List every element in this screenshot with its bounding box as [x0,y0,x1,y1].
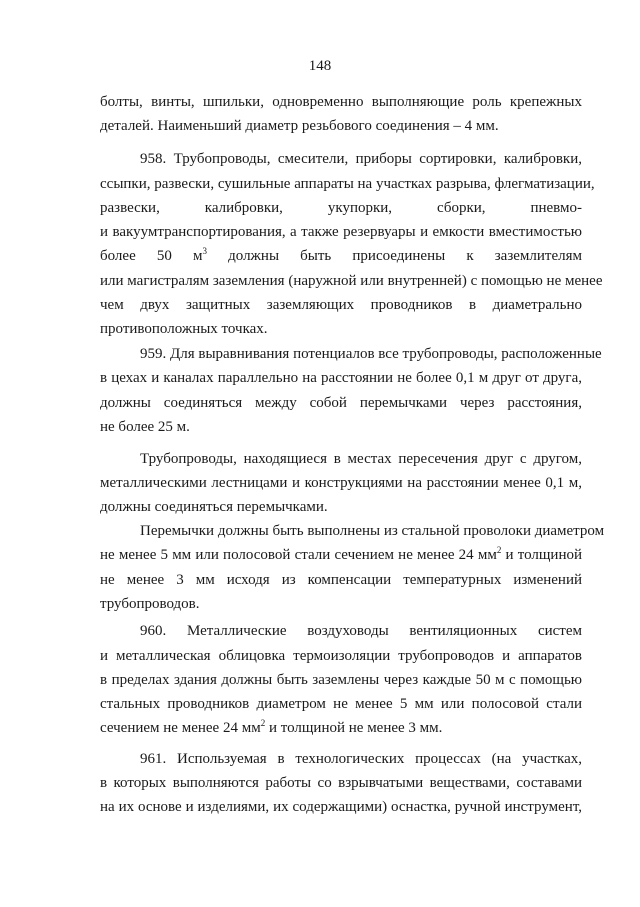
text-segment: более 50 м [100,248,203,264]
text-segment: не менее 5 мм или полосовой стали сечением не менее 24 мм [100,547,497,563]
text-segment: и толщиной не менее 3 мм. [265,720,443,736]
page-number: 148 [308,58,332,74]
text-line: 961. Используемая в технологических процессах (на участках, [140,751,582,767]
superscript: 2 [260,718,266,728]
text-line: 960. Металлические воздуховоды вентиляционных систем [140,623,582,639]
text-line: болты, винты, шпильки, одновременно выполняющие роль крепежных [100,94,582,110]
text-line: должны соединяться перемычками. [100,499,328,515]
text-segment: должны быть присоединены к заземлителям [207,248,582,264]
text-line: трубопроводов. [100,596,200,612]
text-line: стальных проводников диаметром не менее 5 мм или полосовой стали [100,696,582,712]
text-line: на их основе и изделиями, их содержащими) оснастка, ручной инструмент, [100,799,582,815]
text-line: должны соединяться между собой перемычками через расстояния, [100,395,582,411]
text-line: в цехах и каналах параллельно на расстоянии не более 0,1 м друг от друга, [100,370,582,386]
text-line [100,246,582,266]
text-line: в которых выполняются работы со взрывчатыми веществами, составами [100,775,582,791]
text-segment: сечением не менее 24 мм [100,720,261,736]
text-line: 959. Для выравнивания потенциалов все трубопроводы, расположенные [140,346,602,362]
text-line: Перемычки должны быть выполнены из стальной проволоки диаметром [140,523,605,539]
text-line: развески, калибровки, укупорки, сборки, пневмо- [100,200,582,216]
text-line: и металлическая облицовка термоизоляции трубопроводов и аппаратов [100,648,582,664]
text-line: металлическими лестницами и конструкциями на расстоянии менее 0,1 м, [100,475,582,491]
text-line: или магистралям заземления (наружной или внутренней) с помощью не менее [100,273,603,289]
text-line [100,718,582,738]
text-line: не более 25 м. [100,419,190,435]
text-line [100,545,582,565]
superscript: 2 [496,545,502,555]
text-line: 958. Трубопроводы, смесители, приборы сортировки, калибровки, [140,151,582,167]
text-segment: и толщиной [501,547,582,563]
text-line: Трубопроводы, находящиеся в местах пересечения друг с другом, [140,451,582,467]
text-line: противоположных точках. [100,321,268,337]
text-line: в пределах здания должны быть заземлены через каждые 50 м с помощью [100,672,582,688]
text-line: ссыпки, развески, сушильные аппараты на участках разрыва, флегматизации, [100,176,595,192]
text-line: чем двух защитных заземляющих проводников в диаметрально [100,297,582,313]
text-line: деталей. Наименьший диаметр резьбового соединения – 4 мм. [100,118,499,134]
text-line: не менее 3 мм исходя из компенсации температурных изменений [100,572,582,588]
superscript: 3 [202,246,207,256]
text-line: и вакуумтранспортирования, а также резервуары и емкости вместимостью [100,224,582,240]
